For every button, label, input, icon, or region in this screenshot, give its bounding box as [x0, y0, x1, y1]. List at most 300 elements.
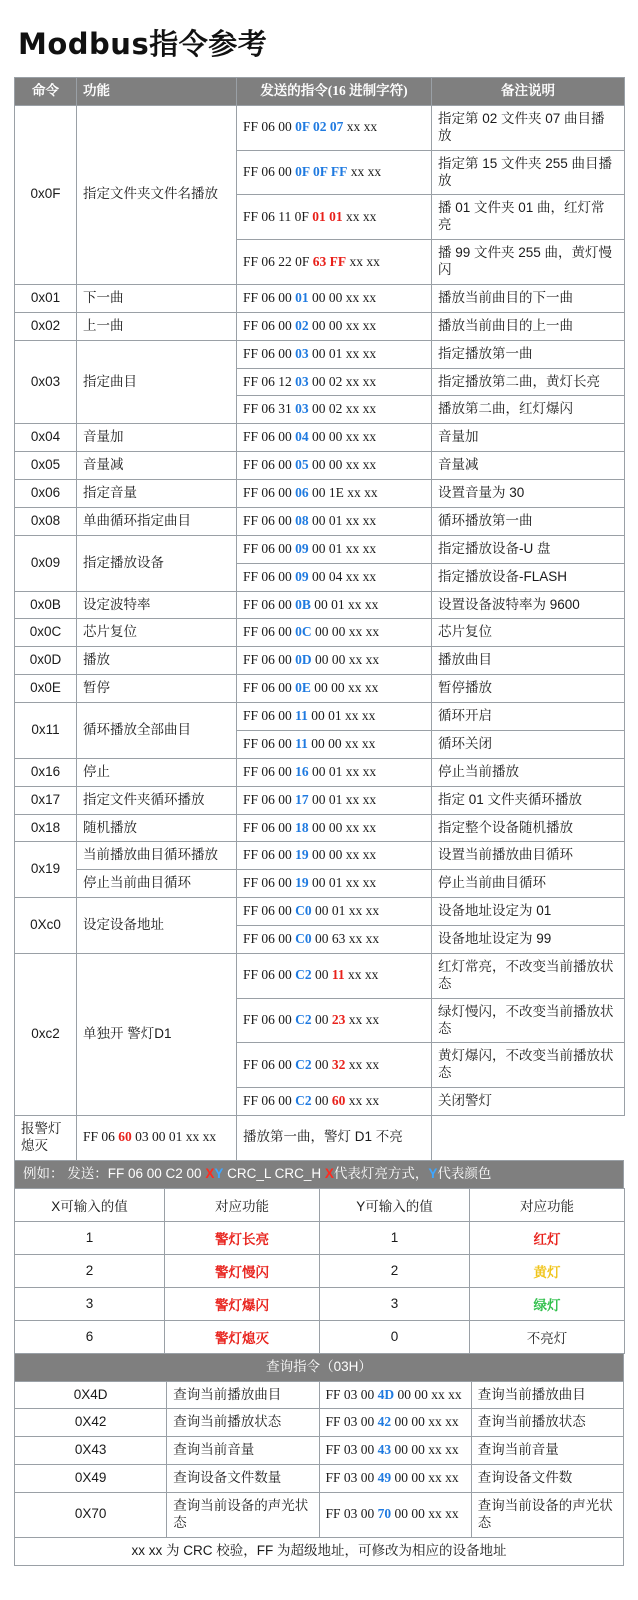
send-highlight: C2: [295, 1093, 312, 1109]
legend-x-value: 3: [15, 1287, 165, 1320]
send-highlight: 0D: [295, 652, 312, 668]
send-highlight: 09: [295, 568, 309, 584]
cell-send-command: [237, 563, 432, 591]
legend-x-function: 警灯长亮: [165, 1221, 320, 1254]
header-func: 功能: [77, 78, 237, 106]
cell-function: 下一曲: [77, 284, 237, 312]
cell-note: 指定播放第二曲，黄灯长亮: [432, 368, 625, 396]
send-suffix: 00 01 xx xx: [308, 875, 377, 891]
send-suffix-2: xx xx: [345, 1056, 380, 1072]
send-highlight: 4D: [377, 1386, 395, 1402]
cell-note: 黄灯爆闪，不改变当前播放状态: [432, 1043, 625, 1088]
send-highlight: 03: [295, 345, 309, 361]
legend-x-function: 警灯爆闪: [165, 1287, 320, 1320]
send-prefix: FF 06 00: [243, 819, 296, 835]
cell-function: 查询当前播放状态: [167, 1409, 319, 1437]
cell-function: 播放: [77, 647, 237, 675]
example-prefix: 例如： 发送：FF 06 00 C2 00: [23, 1165, 206, 1181]
cell-function: 设定波特率: [77, 591, 237, 619]
table-row: [15, 452, 625, 480]
send-prefix: FF 06 00: [243, 540, 296, 556]
send-prefix: FF 06 00: [243, 763, 296, 779]
cell-note: 查询设备文件数: [471, 1465, 623, 1493]
send-highlight: 63 FF: [312, 253, 347, 269]
send-highlight: 01: [295, 289, 309, 305]
legend-y-function: 黄灯: [470, 1254, 625, 1287]
legend-header-row: [15, 1188, 625, 1221]
send-highlight: 11: [295, 708, 308, 723]
query-row: [15, 1465, 624, 1493]
cell-function: 报警灯熄灭: [15, 1116, 77, 1161]
legend-row: [15, 1320, 625, 1353]
cell-note: 查询当前播放曲目: [471, 1381, 623, 1409]
cell-command: 0x04: [15, 424, 77, 452]
cell-note: 红灯常亮，不改变当前播放状态: [432, 953, 625, 998]
cell-send-command: [319, 1437, 471, 1465]
example-y-token-2: Y: [428, 1165, 438, 1181]
send-prefix: FF 06 00: [243, 512, 296, 528]
send-prefix: FF 06 00: [243, 708, 296, 723]
legend-row: [15, 1221, 625, 1254]
send-prefix: FF 06 00: [243, 791, 296, 807]
table-row: [15, 953, 625, 998]
legend-y-value: 0: [320, 1320, 470, 1353]
legend-x-value: 1: [15, 1221, 165, 1254]
send-suffix: 00: [311, 1012, 332, 1028]
send-suffix: 00 1E xx xx: [308, 485, 378, 500]
cell-send-command: [237, 870, 432, 898]
cell-note: 查询当前音量: [471, 1437, 623, 1465]
cell-send-command: [237, 647, 432, 675]
cell-command: 0x0E: [15, 675, 77, 703]
cell-function: 随机播放: [77, 814, 237, 842]
send-suffix: 00 01 xx xx: [308, 791, 377, 807]
cell-note: 设置设备波特率为 9600: [432, 591, 625, 619]
cell-command: 0x03: [15, 340, 77, 424]
cell-note: 设备地址设定为 01: [432, 898, 625, 926]
cell-send-command: [237, 1088, 432, 1116]
send-suffix: 00 00 xx xx: [308, 847, 377, 863]
cell-send-command: [237, 312, 432, 340]
cell-note: 停止当前曲目循环: [432, 870, 625, 898]
table-row: [15, 619, 625, 647]
send-suffix: 00 01 xx xx: [308, 763, 377, 779]
table-row: [15, 898, 625, 926]
send-suffix: 00 00 xx xx: [307, 735, 376, 751]
send-highlight: 09: [295, 540, 309, 556]
cell-note: 芯片复位: [432, 619, 625, 647]
send-prefix: FF 06 00: [243, 164, 296, 180]
send-highlight: 11: [295, 735, 308, 751]
send-highlight: C0: [295, 931, 312, 946]
send-highlight: C0: [295, 903, 312, 919]
send-prefix: FF 06 00: [243, 429, 296, 445]
cell-note: 循环关闭: [432, 730, 625, 758]
example-band-row: [15, 1160, 624, 1188]
send-suffix: 00 00 xx xx: [394, 1386, 462, 1402]
cell-command: 0x06: [15, 480, 77, 508]
cell-note: 绿灯慢闪，不改变当前播放状态: [432, 998, 625, 1043]
send-suffix: 03 00 01 xx xx: [131, 1129, 217, 1145]
table-row: [15, 535, 625, 563]
cell-note: 音量减: [432, 452, 625, 480]
send-prefix: FF 06 31: [243, 401, 296, 417]
cell-function: 暂停: [77, 675, 237, 703]
send-suffix: 00 02 xx xx: [308, 401, 377, 417]
send-suffix: 00 00 xx xx: [391, 1506, 459, 1522]
table-row: [15, 507, 625, 535]
query-table: [14, 1353, 624, 1566]
send-highlight: 16: [295, 763, 309, 779]
send-prefix: FF 06 00: [243, 735, 296, 751]
table-header: [15, 78, 625, 106]
cell-send-command: [237, 340, 432, 368]
send-suffix: 00 04 xx xx: [308, 568, 377, 584]
send-prefix: FF 06 00: [243, 317, 296, 333]
send-highlight: 03: [295, 373, 309, 389]
cell-note: 播放曲目: [432, 647, 625, 675]
send-prefix: FF 06 00: [243, 485, 296, 500]
cell-send-command: [319, 1465, 471, 1493]
send-prefix: FF 06 00: [243, 903, 296, 919]
table-row: [15, 870, 625, 898]
header-note: 备注说明: [432, 78, 625, 106]
send-highlight: 01 01: [312, 208, 343, 224]
send-highlight: 04: [295, 429, 309, 445]
table-row: [15, 1116, 625, 1161]
send-highlight: 05: [295, 457, 309, 473]
table-row: [15, 814, 625, 842]
cell-command: 0x08: [15, 507, 77, 535]
send-highlight: 49: [377, 1470, 392, 1486]
legend-y-function: 红灯: [470, 1221, 625, 1254]
send-suffix-2: xx xx: [344, 967, 379, 983]
send-suffix: 00 01 xx xx: [308, 345, 377, 361]
send-prefix: FF 06 22 0F: [243, 253, 313, 269]
cell-send-command: [237, 507, 432, 535]
cell-function: 芯片复位: [77, 619, 237, 647]
table-row: [15, 312, 625, 340]
legend-y-function: 不亮灯: [470, 1320, 625, 1353]
send-prefix: FF 06 00: [243, 345, 296, 361]
send-suffix: 00 00 xx xx: [308, 289, 377, 305]
cell-note: 播放当前曲目的上一曲: [432, 312, 625, 340]
cell-send-command: [237, 240, 432, 285]
query-band: 查询指令（03H）: [15, 1353, 624, 1381]
send-highlight: 60: [118, 1129, 132, 1145]
cell-function: 查询设备文件数量: [167, 1465, 319, 1493]
legend-row: [15, 1287, 625, 1320]
cell-note: 指定播放第一曲: [432, 340, 625, 368]
cell-send-command: [237, 284, 432, 312]
cell-command: 0X70: [15, 1493, 167, 1538]
cell-note: 播放当前曲目的下一曲: [432, 284, 625, 312]
legend-header-cell: 对应功能: [165, 1188, 320, 1221]
send-prefix: FF 06 00: [243, 1093, 296, 1109]
cell-command: 0x0C: [15, 619, 77, 647]
legend-header-cell: X可输入的值: [15, 1188, 165, 1221]
example-x-token-2: X: [324, 1165, 334, 1181]
legend-x-function: 警灯熄灭: [165, 1320, 320, 1353]
cell-note: 指定整个设备随机播放: [432, 814, 625, 842]
send-highlight-2: 23: [331, 1012, 346, 1028]
send-suffix-2: xx xx: [345, 1012, 380, 1028]
send-highlight: 02: [295, 317, 309, 333]
cell-command: 0x0D: [15, 647, 77, 675]
legend-y-value: 1: [320, 1221, 470, 1254]
send-prefix: FF 06 00: [243, 1056, 296, 1072]
send-highlight: 19: [295, 875, 309, 891]
send-prefix: FF 06 00: [243, 931, 296, 946]
send-highlight: 0F 0F FF: [295, 164, 348, 180]
send-highlight: 42: [377, 1414, 392, 1430]
cell-note: 循环开启: [432, 703, 625, 731]
cell-function: 单曲循环指定曲目: [77, 507, 237, 535]
cell-command: 0x02: [15, 312, 77, 340]
query-row: [15, 1493, 624, 1538]
send-highlight: C2: [295, 1012, 312, 1028]
cell-command: 0X43: [15, 1437, 167, 1465]
command-table: [14, 77, 625, 1161]
send-prefix: FF 06 00: [243, 847, 296, 863]
send-highlight-2: 11: [331, 967, 345, 983]
cell-note: 设置音量为 30: [432, 480, 625, 508]
cell-send-command: [237, 368, 432, 396]
send-prefix: FF 06 00: [243, 1012, 296, 1028]
legend-x-function: 警灯慢闪: [165, 1254, 320, 1287]
send-prefix: FF 06 00: [243, 596, 296, 612]
cell-note: 播 01 文件夹 01 曲，红灯常亮: [432, 195, 625, 240]
cell-send-command: [319, 1381, 471, 1409]
cell-send-command: [237, 480, 432, 508]
cell-function: 循环播放全部曲目: [77, 703, 237, 759]
header-send: 发送的指令(16 进制字符): [237, 78, 432, 106]
cell-function: 查询当前设备的声光状态: [167, 1493, 319, 1538]
cell-send-command: [237, 675, 432, 703]
example-x-token: X: [205, 1165, 215, 1181]
cell-command: 0x18: [15, 814, 77, 842]
cell-send-command: [237, 842, 432, 870]
cell-note: 指定播放设备-U 盘: [432, 535, 625, 563]
cell-send-command: [237, 1043, 432, 1088]
cell-function: 指定曲目: [77, 340, 237, 424]
table-row: [15, 786, 625, 814]
cell-function: 音量加: [77, 424, 237, 452]
cell-command: 0X42: [15, 1409, 167, 1437]
cell-function: 单独开 警灯D1: [77, 953, 237, 1115]
cell-command: 0Xc0: [15, 898, 77, 954]
cell-send-command: [237, 786, 432, 814]
table-row: [15, 758, 625, 786]
send-suffix: 00 01 xx xx: [311, 903, 380, 919]
send-suffix: 00 00 xx xx: [391, 1414, 459, 1430]
cell-note: 暂停播放: [432, 675, 625, 703]
cell-send-command: [237, 703, 432, 731]
send-prefix: FF 03 00: [325, 1442, 378, 1458]
send-prefix: FF 03 00: [325, 1386, 378, 1402]
legend-y-function: 绿灯: [470, 1287, 625, 1320]
cell-function: 音量减: [77, 452, 237, 480]
send-suffix: xx xx: [346, 253, 380, 269]
send-prefix: FF 06 00: [243, 457, 296, 473]
send-highlight: 70: [377, 1506, 392, 1522]
send-highlight: 17: [295, 791, 309, 807]
example-y-token: Y: [214, 1165, 224, 1181]
cell-function: 设定设备地址: [77, 898, 237, 954]
cell-send-command: [237, 730, 432, 758]
cell-note: 播放第一曲，警灯 D1 不亮: [237, 1116, 432, 1161]
header-cmd: 命令: [15, 78, 77, 106]
send-suffix: 00: [311, 967, 332, 983]
cell-note: 设备地址设定为 99: [432, 926, 625, 954]
table-row: [15, 284, 625, 312]
send-prefix: FF 03 00: [325, 1506, 378, 1522]
table-row: [15, 703, 625, 731]
legend-x-value: 6: [15, 1320, 165, 1353]
send-highlight: C2: [295, 1056, 312, 1072]
send-highlight-2: 32: [331, 1056, 346, 1072]
cell-command: 0x05: [15, 452, 77, 480]
send-prefix: FF 06 00: [243, 568, 296, 584]
cell-send-command: [237, 758, 432, 786]
cell-send-command: [237, 452, 432, 480]
cell-function: 当前播放曲目循环播放: [77, 842, 237, 870]
cell-command: 0x17: [15, 786, 77, 814]
cell-send-command: [237, 105, 432, 150]
legend-y-value: 2: [320, 1254, 470, 1287]
table-row: [15, 675, 625, 703]
table-body: [15, 105, 625, 1160]
cell-note: 播放第二曲，红灯爆闪: [432, 396, 625, 424]
send-prefix: FF 06 00: [243, 652, 296, 668]
table-row: [15, 340, 625, 368]
cell-send-command: [237, 195, 432, 240]
send-suffix: 00 00 xx xx: [308, 819, 377, 835]
cell-command: 0x01: [15, 284, 77, 312]
cell-function: 查询当前播放曲目: [167, 1381, 319, 1409]
send-suffix: 00 63 xx xx: [311, 931, 380, 946]
send-prefix: FF 06 12: [243, 373, 296, 389]
cell-note: 查询当前设备的声光状态: [471, 1493, 623, 1538]
cell-function: 指定音量: [77, 480, 237, 508]
page-title: Modbus指令参考: [18, 27, 268, 61]
send-suffix: xx xx: [343, 119, 378, 135]
header-row: [15, 78, 625, 106]
send-prefix: FF 03 00: [325, 1414, 378, 1430]
send-suffix: 00 00 xx xx: [311, 624, 380, 640]
cell-note: 停止当前播放: [432, 758, 625, 786]
cell-command: 0x16: [15, 758, 77, 786]
cell-send-command: [77, 1116, 237, 1161]
send-suffix: 00 00 xx xx: [311, 652, 380, 668]
query-row: [15, 1381, 624, 1409]
query-body: [15, 1381, 624, 1537]
send-suffix-2: xx xx: [345, 1093, 380, 1109]
cell-send-command: [237, 396, 432, 424]
send-suffix: 00 01 xx xx: [308, 512, 377, 528]
send-prefix: FF 06 00: [243, 967, 296, 983]
cell-send-command: [319, 1493, 471, 1538]
send-highlight: 18: [295, 819, 309, 835]
cell-function: 查询当前音量: [167, 1437, 319, 1465]
send-highlight: 0F 02 07: [295, 119, 344, 135]
cell-send-command: [237, 424, 432, 452]
query-row: [15, 1437, 624, 1465]
legend-header-cell: Y可输入的值: [320, 1188, 470, 1221]
cell-note: 指定播放设备-FLASH: [432, 563, 625, 591]
send-prefix: FF 06: [83, 1129, 119, 1145]
send-prefix: FF 06 00: [243, 119, 296, 135]
table-row: [15, 480, 625, 508]
send-highlight: 0E: [295, 680, 311, 696]
cell-send-command: [237, 150, 432, 195]
query-row: [15, 1409, 624, 1437]
send-suffix: 00 00 xx xx: [391, 1442, 459, 1458]
send-highlight: 0B: [295, 596, 311, 612]
footnote-row: [15, 1537, 624, 1565]
cell-command: 0x19: [15, 842, 77, 898]
send-highlight: 08: [295, 512, 309, 528]
send-highlight: 19: [295, 847, 309, 863]
send-highlight: 03: [295, 401, 309, 417]
cell-send-command: [237, 998, 432, 1043]
table-row: [15, 105, 625, 150]
cell-function: 上一曲: [77, 312, 237, 340]
send-suffix: 00 01 xx xx: [310, 596, 379, 612]
example-desc-1: 代表灯亮方式，: [333, 1165, 429, 1181]
cell-send-command: [237, 898, 432, 926]
cell-send-command: [237, 926, 432, 954]
legend-body: [15, 1188, 625, 1353]
example-desc-2: 代表颜色: [437, 1165, 492, 1181]
cell-send-command: [237, 953, 432, 998]
cell-command: 0x09: [15, 535, 77, 591]
cell-note: 播 99 文件夹 255 曲，黄灯慢闪: [432, 240, 625, 285]
cell-send-command: [237, 591, 432, 619]
cell-note: 循环播放第一曲: [432, 507, 625, 535]
cell-command: 0x0B: [15, 591, 77, 619]
cell-command: 0x11: [15, 703, 77, 759]
send-prefix: FF 06 00: [243, 624, 296, 640]
cell-send-command: [237, 535, 432, 563]
cell-command: 0X49: [15, 1465, 167, 1493]
send-suffix: 00: [311, 1056, 332, 1072]
cell-note: 查询当前播放状态: [471, 1409, 623, 1437]
legend-x-value: 2: [15, 1254, 165, 1287]
cell-function: 指定播放设备: [77, 535, 237, 591]
cell-note: 指定 01 文件夹循环播放: [432, 786, 625, 814]
send-suffix: xx xx: [347, 164, 382, 180]
example-mid: CRC_L CRC_H: [223, 1165, 325, 1181]
send-prefix: FF 06 11 0F: [243, 208, 313, 224]
cell-send-command: [237, 619, 432, 647]
send-suffix: 00 00 xx xx: [308, 317, 377, 333]
send-prefix: FF 03 00: [325, 1470, 378, 1486]
cell-function: 指定文件夹文件名播放: [77, 105, 237, 284]
cell-command: 0xc2: [15, 953, 77, 1115]
cell-function: 指定文件夹循环播放: [77, 786, 237, 814]
cell-note: 关闭警灯: [432, 1088, 625, 1116]
cell-command: 0x0F: [15, 105, 77, 284]
cell-function: 停止: [77, 758, 237, 786]
send-suffix: 00 00 xx xx: [308, 457, 377, 473]
table-row: [15, 424, 625, 452]
send-highlight-2: 60: [331, 1093, 346, 1109]
send-suffix: 00 01 xx xx: [308, 540, 377, 556]
send-suffix: xx xx: [342, 208, 377, 224]
cell-note: 指定第 15 文件夹 255 曲目播放: [432, 150, 625, 195]
example-table: [14, 1160, 624, 1189]
